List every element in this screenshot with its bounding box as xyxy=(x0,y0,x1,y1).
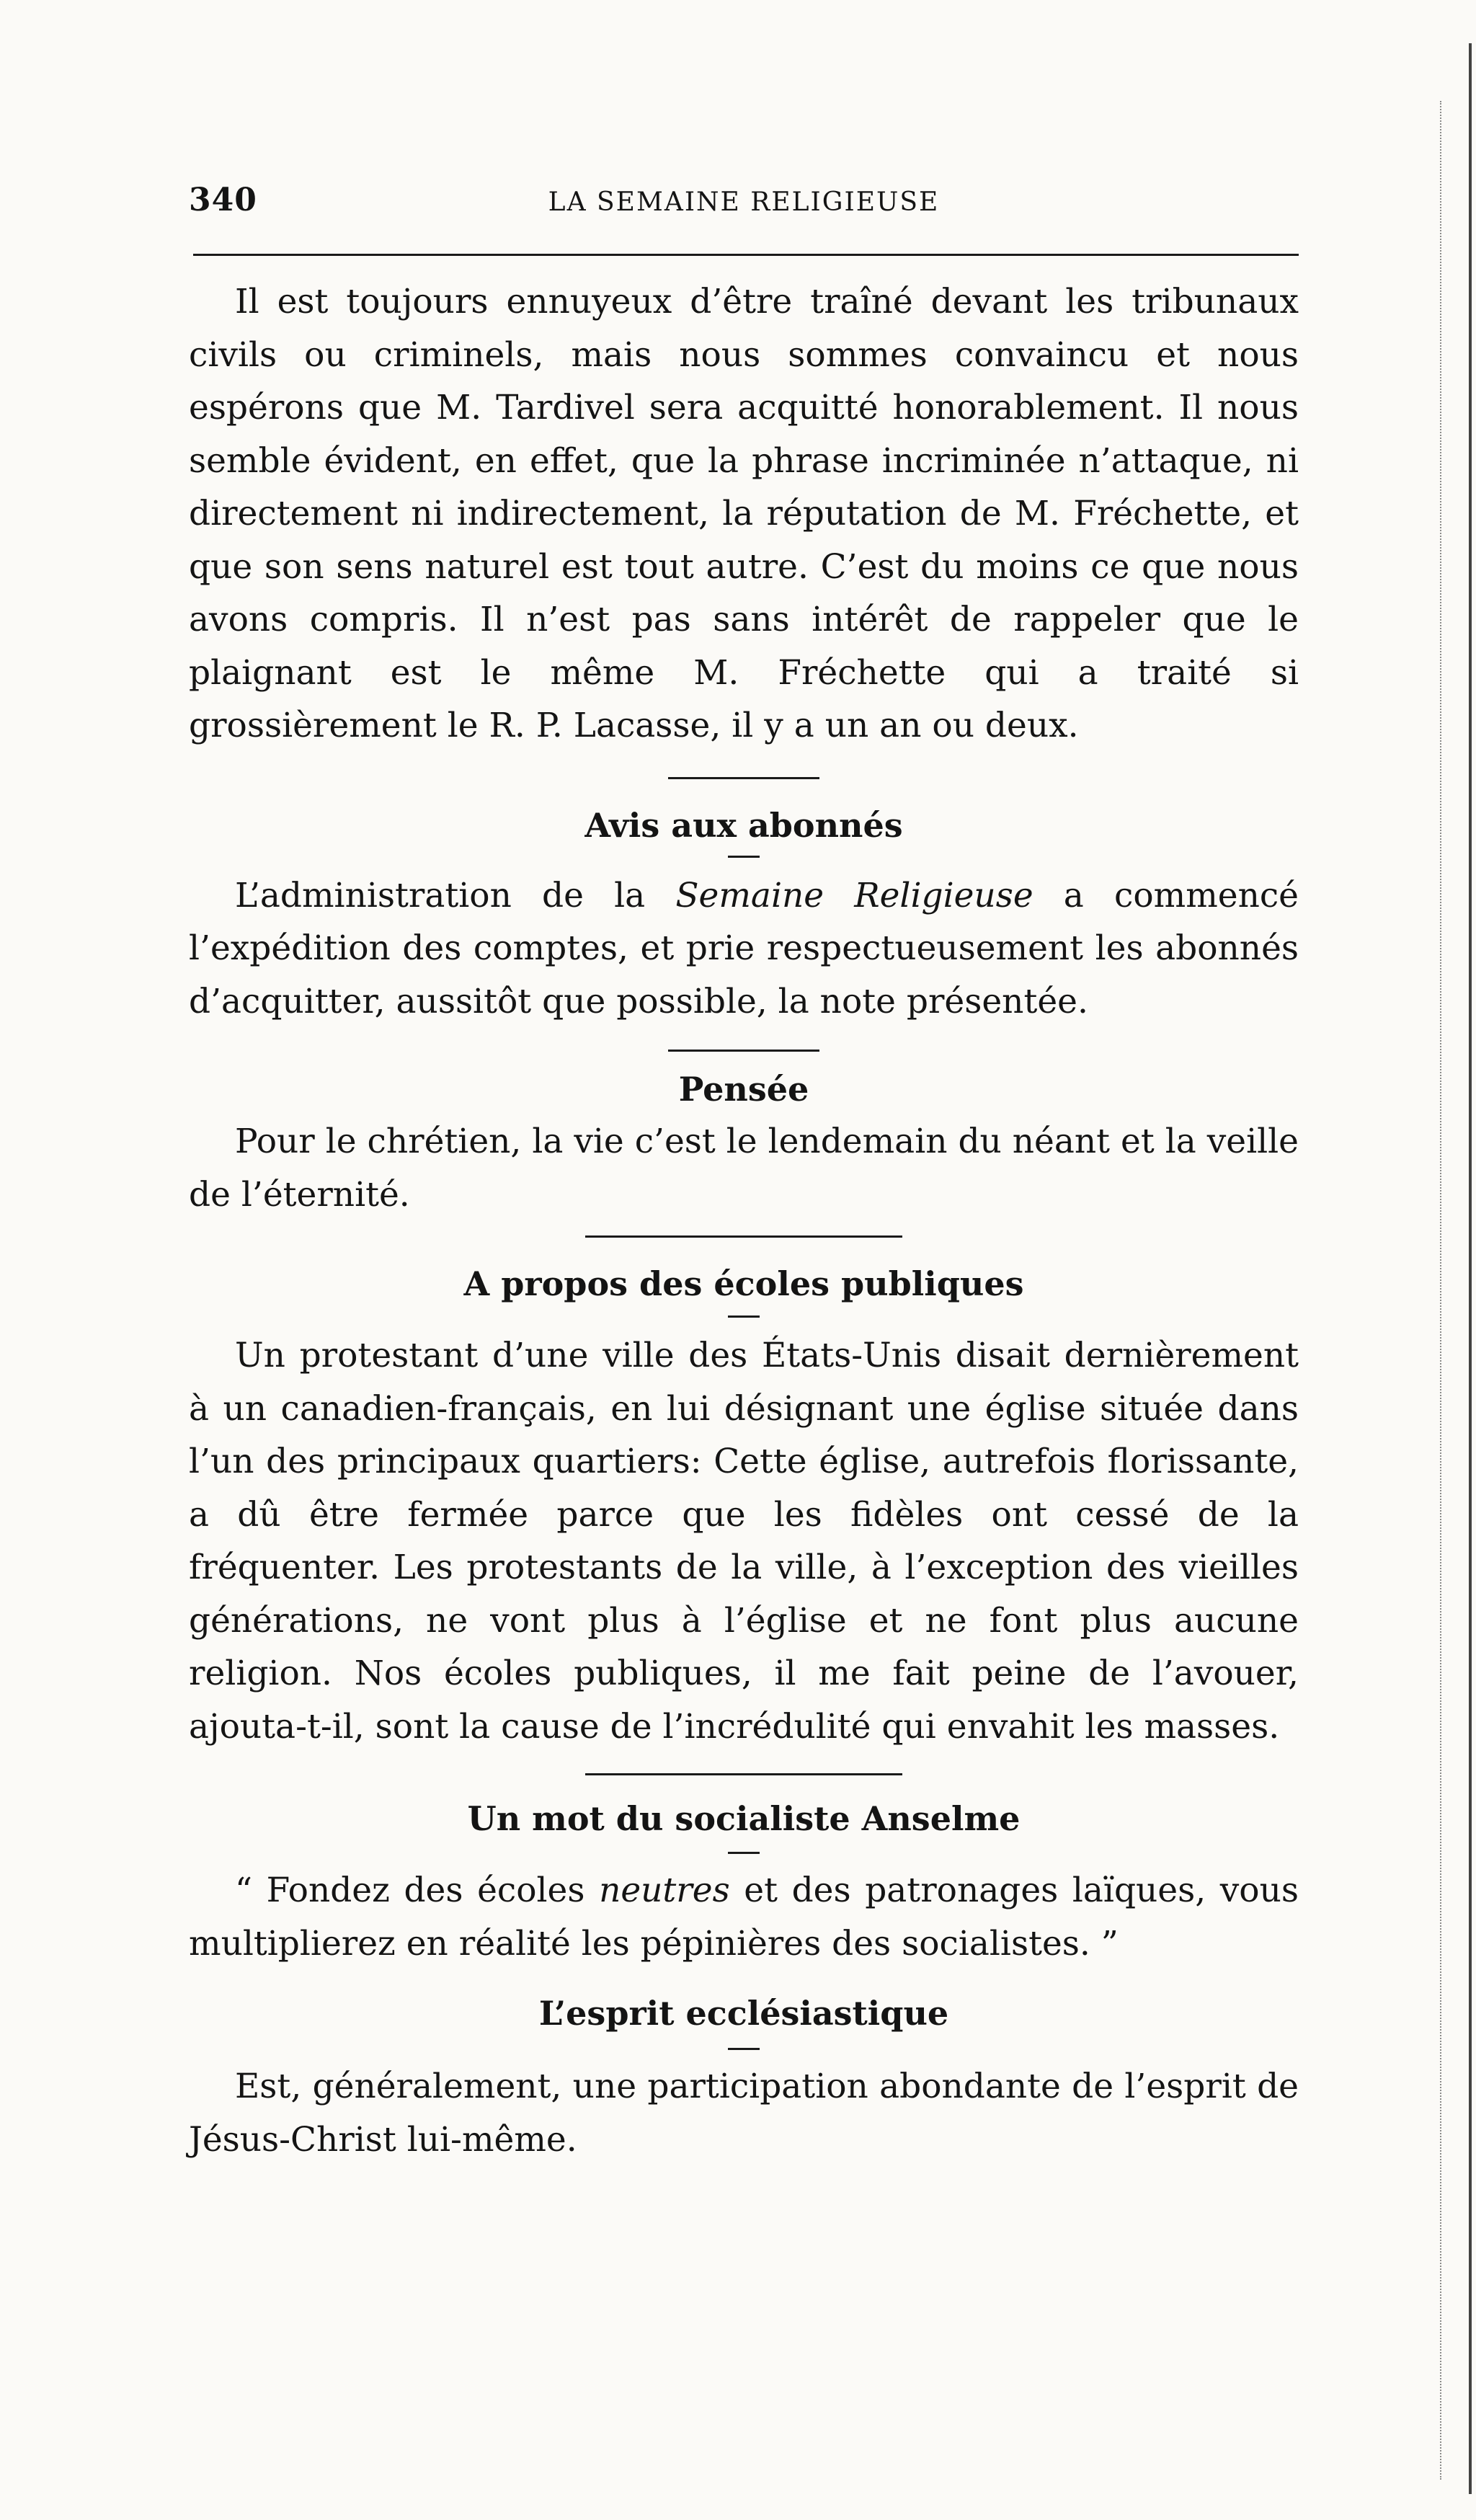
anselme-emphasis: neutres xyxy=(599,1871,730,1910)
section-title-ecoles: A propos des écoles publiques xyxy=(463,1264,1024,1303)
title-dash xyxy=(728,856,760,858)
page-header xyxy=(189,182,1299,225)
page-edge-dots xyxy=(1440,101,1443,2480)
section-title-avis: Avis aux abonnés xyxy=(584,805,903,845)
avis-text-before: L’administration de la xyxy=(235,875,676,915)
avis-text-after: a commencé l’expédition des comptes, et prie respectueusement les abonnés d’acquitter, aussitôt que possible, la note présentée. xyxy=(189,875,1299,1021)
section-title-pensee: Pensée xyxy=(678,1070,809,1109)
section-title-anselme: Un mot du socialiste Anselme xyxy=(467,1799,1021,1838)
anselme-text-before: “ Fondez des écoles xyxy=(235,1871,600,1910)
anselme-text-after: et des patronages laïques, vous multiplierez en réalité les pépinières des socialistes. ” xyxy=(189,1871,1299,1964)
title-dash xyxy=(728,2048,760,2050)
ecoles-paragraph: Un protestant d’une ville des États-Unis disait dernièrement à un canadien-français, en lui désignant une église située dans l’un des principaux quartiers: Cette église, autrefois florissante, a dû être fermée parce que les fidèles ont cessé de la fréquenter. Les protestants de la ville, à l’exception des vieilles générations, ne vont plus à l’église et ne font plus aucune religion. Nos écoles publiques, il me fait peine de l’avouer, ajouta-t-il, sont la cause de l’incrédulité qui envahit les masses. xyxy=(189,1336,1299,1747)
page-number: 340 xyxy=(189,182,257,218)
title-dash xyxy=(728,1852,760,1854)
section-divider xyxy=(668,1050,819,1052)
title-dash xyxy=(728,1316,760,1318)
section-title-esprit: L’esprit ecclésiastique xyxy=(538,1994,949,2033)
header-rule xyxy=(193,254,1299,256)
anselme-paragraph xyxy=(189,1864,1299,1970)
section-divider xyxy=(585,1773,902,1775)
running-title: LA SEMAINE RELIGIEUSE xyxy=(548,187,940,217)
section-divider xyxy=(668,777,819,779)
intro-paragraph: Il est toujours ennuyeux d’être traîné devant les tribunaux civils ou criminels, mais nous sommes convaincu et nous espérons que M. Tardivel sera acquitté honorablement. Il nous semble évident, en effet, que la phrase incriminée n’attaque, ni directement ni indirectement, la réputation de M. Fréchette, et que son sens naturel est tout autre. C’est du moins ce que nous avons compris. Il n’est pas sans intérêt de rappeler que le plaignant est le même M. Fréchette qui a traité si grossièrement le R. P. Lacasse, il y a un an ou deux. xyxy=(189,282,1299,745)
esprit-paragraph: Est, généralement, une participation abondante de l’esprit de Jésus-Christ lui-même. xyxy=(189,2067,1299,2160)
avis-publication-name: Semaine Religieuse xyxy=(675,875,1033,915)
section-divider xyxy=(585,1235,902,1238)
avis-paragraph xyxy=(189,869,1299,1029)
pensee-paragraph: Pour le chrétien, la vie c’est le lendemain du néant et la veille de l’éternité. xyxy=(189,1122,1299,1215)
page-edge-line xyxy=(1469,43,1472,2494)
page-body xyxy=(189,275,1299,2166)
